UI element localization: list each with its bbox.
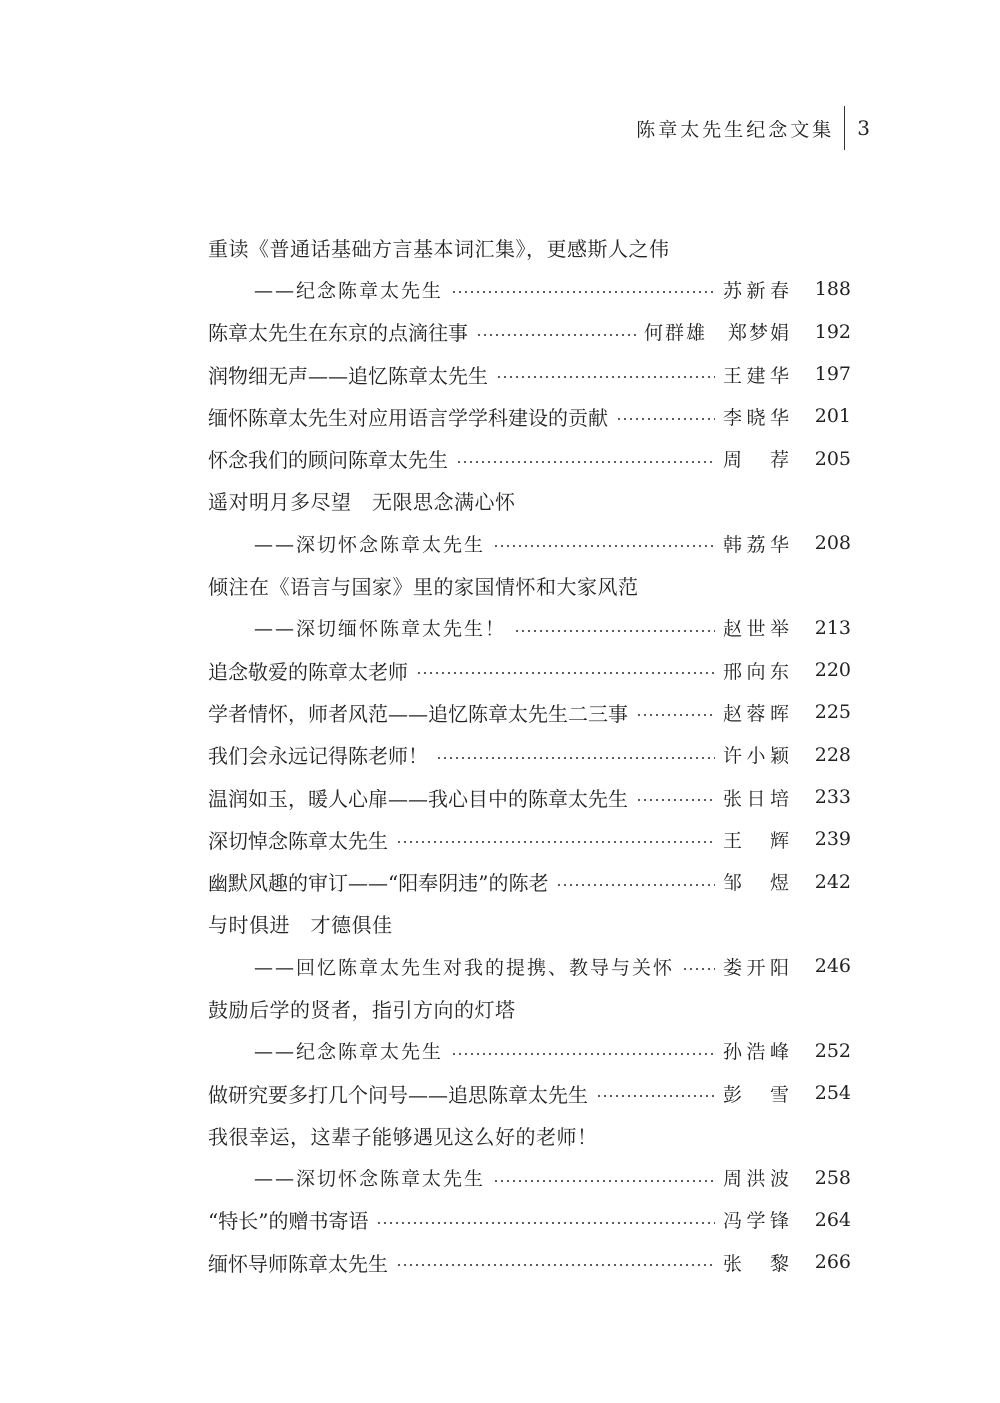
toc-entry-author: 邢向东: [723, 660, 791, 683]
toc-entry-author: 张日培: [723, 787, 791, 810]
toc-entry-author: 苏新春: [723, 279, 791, 302]
toc-entry[interactable]: [208, 480, 851, 522]
toc-entry-title: ——纪念陈章太先生: [254, 279, 444, 302]
toc-entry-page: 264: [814, 1208, 851, 1231]
toc-entry[interactable]: [208, 860, 851, 902]
toc-entry-title: 温润如玉，暖人心扉——我心目中的陈章太先生: [208, 786, 628, 811]
toc-entry-title: ——深切怀念陈章太先生: [254, 1168, 486, 1191]
toc-entry[interactable]: [208, 522, 851, 564]
toc-entry-title: ——深切怀念陈章太先生: [254, 533, 486, 556]
toc-entry-title: 深切悼念陈章太先生: [208, 828, 388, 853]
page-number: 3: [857, 116, 870, 140]
toc-entry-page: 220: [814, 659, 851, 682]
running-header: [636, 106, 870, 150]
toc-entry[interactable]: [208, 1199, 851, 1241]
toc-entry-author: 赵蓉晖: [723, 702, 791, 725]
toc-entry-author: 彭 雪: [723, 1083, 791, 1106]
toc-entry[interactable]: [208, 353, 851, 395]
toc-entry-page: 266: [814, 1251, 851, 1274]
dot-leader: [493, 545, 715, 547]
toc-entry-page: 242: [814, 870, 851, 893]
dot-leader: [451, 291, 715, 293]
toc-entry-title: 做研究要多打几个问号——追思陈章太先生: [208, 1082, 588, 1107]
header-divider: [844, 106, 845, 150]
toc-entry[interactable]: [208, 734, 851, 776]
dot-leader: [616, 418, 715, 420]
toc-entry-page: 239: [814, 828, 851, 851]
toc-entry-page: 254: [814, 1082, 851, 1105]
toc-entry-author: 张 黎: [723, 1252, 791, 1275]
dot-leader: [396, 1264, 715, 1266]
dot-leader: [416, 672, 715, 674]
toc-entry-page: 225: [814, 701, 851, 724]
dot-leader: [493, 1180, 715, 1182]
toc-entry-author: 王 辉: [723, 829, 791, 852]
table-of-contents: [208, 226, 851, 1283]
toc-entry-title: 我们会永远记得陈老师！: [208, 744, 428, 769]
toc-entry[interactable]: [208, 437, 851, 479]
toc-entry[interactable]: [208, 1157, 851, 1199]
toc-entry-author: 周 荐: [723, 449, 791, 472]
toc-entry[interactable]: [208, 945, 851, 987]
toc-entry-author: 李晓华: [723, 406, 791, 429]
toc-entry-author: 冯学锋: [723, 1210, 791, 1233]
toc-entry-title: 陈章太先生在东京的点滴往事: [208, 321, 468, 346]
dot-leader: [496, 376, 715, 378]
toc-entry[interactable]: [208, 776, 851, 818]
toc-entry[interactable]: [208, 987, 851, 1029]
toc-entry[interactable]: [208, 226, 851, 268]
toc-entry-author: 王建华: [723, 364, 791, 387]
toc-entry-title: 与时俱进 才德俱佳: [208, 913, 393, 938]
toc-entry-title: “特长”的赠书寄语: [208, 1209, 369, 1234]
toc-entry-author: 赵世举: [723, 618, 791, 641]
toc-entry-page: 252: [814, 1039, 851, 1062]
toc-entry-page: 188: [814, 278, 851, 301]
dot-leader: [456, 461, 715, 463]
toc-entry-page: 233: [814, 786, 851, 808]
dot-leader: [682, 968, 715, 970]
toc-entry[interactable]: [208, 1072, 851, 1114]
toc-entry[interactable]: [208, 1241, 851, 1283]
toc-entry-author: 许小颖: [723, 745, 791, 768]
toc-entry-title: ——纪念陈章太先生: [254, 1041, 444, 1064]
toc-entry-author: 邹 煜: [723, 872, 791, 895]
toc-entry-author: 孙浩峰: [723, 1041, 791, 1064]
toc-entry-page: 258: [814, 1166, 851, 1189]
toc-entry-author: 何群雄 郑梦娟: [643, 322, 791, 345]
toc-entry-title: 我很幸运，这辈子能够遇见这么好的老师！: [208, 1124, 598, 1149]
toc-entry[interactable]: [208, 649, 851, 691]
toc-entry-page: 246: [814, 955, 851, 978]
toc-entry-author: 韩荔华: [723, 533, 791, 556]
dot-leader: [636, 799, 715, 801]
toc-entry-page: 213: [814, 616, 851, 639]
toc-entry[interactable]: [208, 691, 851, 733]
toc-entry-title: 学者情怀，师者风范——追忆陈章太先生二三事: [208, 701, 628, 726]
toc-entry-title: 缅怀导师陈章太先生: [208, 1251, 388, 1276]
toc-entry-page: 228: [814, 743, 851, 766]
dot-leader: [596, 1095, 715, 1097]
toc-entry[interactable]: [208, 1030, 851, 1072]
toc-entry[interactable]: [208, 903, 851, 945]
toc-entry-title: 鼓励后学的贤者，指引方向的灯塔: [208, 997, 516, 1022]
toc-entry-title: 怀念我们的顾问陈章太先生: [208, 448, 448, 473]
dot-leader: [476, 334, 636, 336]
toc-entry-author: 娄开阳: [723, 956, 791, 979]
toc-entry[interactable]: [208, 311, 851, 353]
toc-entry[interactable]: [208, 395, 851, 437]
toc-entry-title: ——回忆陈章太先生对我的提携、教导与关怀: [254, 956, 675, 979]
toc-entry-title: 遥对明月多尽望 无限思念满心怀: [208, 490, 516, 515]
dot-leader: [556, 884, 715, 886]
dot-leader: [636, 714, 715, 716]
toc-entry-title: 重读《普通话基础方言基本词汇集》，更感斯人之伟: [208, 236, 670, 261]
toc-entry-title: 追念敬爱的陈章太老师: [208, 659, 408, 684]
toc-entry-page: 192: [814, 320, 851, 343]
toc-entry[interactable]: [208, 564, 851, 606]
toc-entry-title: 润物细无声——追忆陈章太先生: [208, 363, 488, 388]
toc-entry[interactable]: [208, 818, 851, 860]
toc-entry[interactable]: [208, 1114, 851, 1156]
dot-leader: [514, 630, 715, 632]
toc-entry-page: 201: [814, 405, 851, 428]
toc-entry-author: 周洪波: [723, 1168, 791, 1191]
dot-leader: [436, 757, 715, 759]
dot-leader: [451, 1053, 715, 1055]
toc-entry-title: ——深切缅怀陈章太先生！: [254, 618, 507, 641]
toc-entry[interactable]: [208, 607, 851, 649]
toc-entry-page: 208: [814, 532, 851, 555]
toc-entry[interactable]: [208, 268, 851, 310]
toc-entry-title: 倾注在《语言与国家》里的家国情怀和大家风范: [208, 575, 639, 600]
dot-leader: [396, 841, 715, 843]
toc-entry-title: 缅怀陈章太先生对应用语言学学科建设的贡献: [208, 405, 608, 430]
toc-entry-title: 幽默风趣的审订——“阳奉阴违”的陈老: [208, 871, 549, 896]
book-title: 陈章太先生纪念文集: [636, 118, 835, 141]
toc-entry-page: 205: [814, 447, 851, 470]
toc-entry-page: 197: [814, 363, 851, 386]
dot-leader: [376, 1222, 715, 1224]
